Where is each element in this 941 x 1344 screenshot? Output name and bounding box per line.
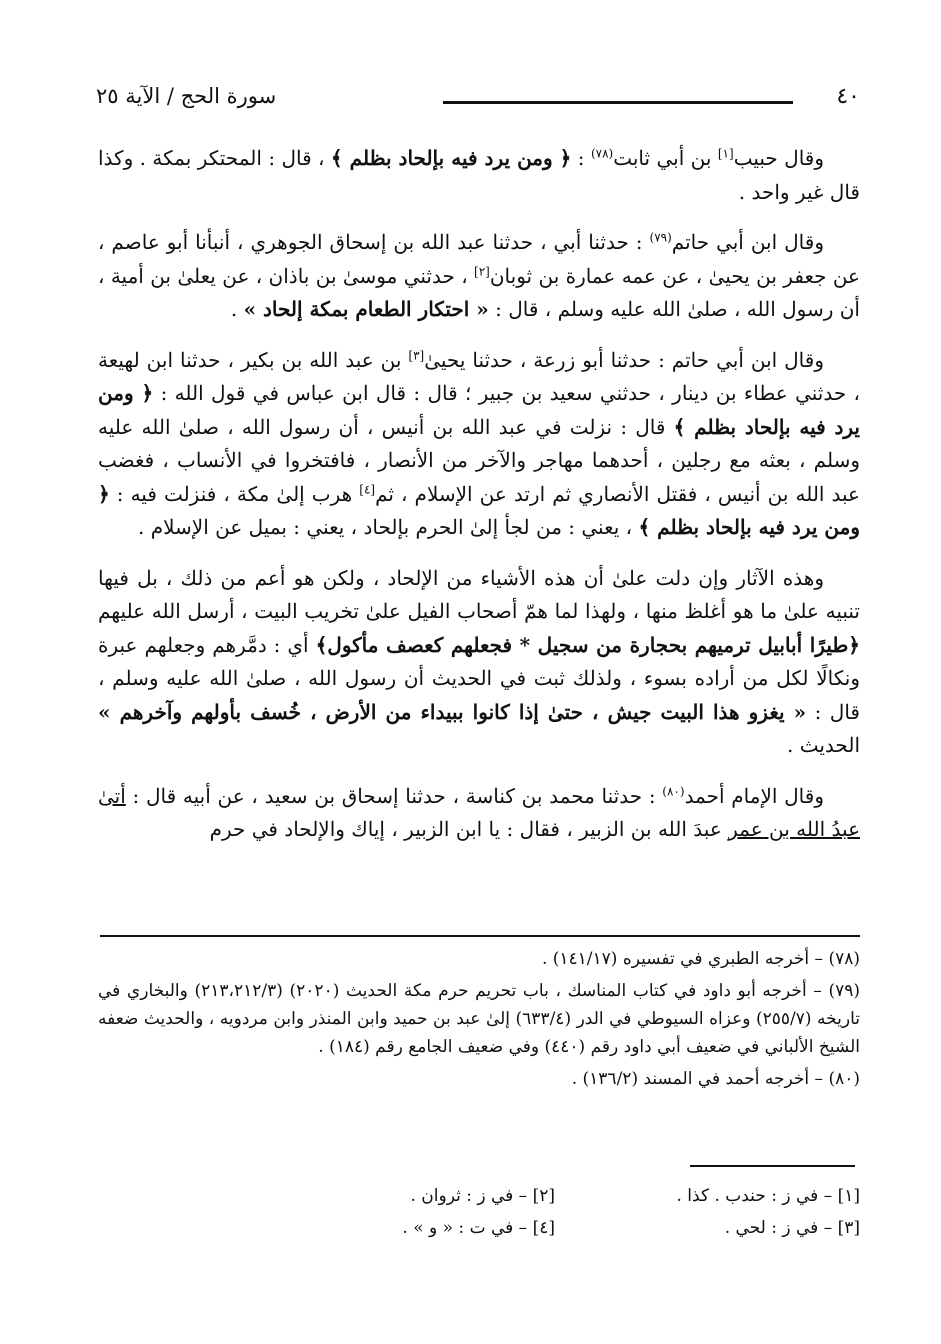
- text: .: [230, 297, 244, 321]
- paragraph-commentary: [98, 562, 860, 763]
- text: هرب إلىٰ مكة ، فنزلت فيه :: [109, 481, 360, 506]
- text: :: [571, 146, 591, 170]
- paragraph-ibn-abi-hatim-1: [98, 226, 860, 327]
- variant-ref: [٤]: [359, 481, 376, 496]
- text: الحديث .: [787, 733, 860, 757]
- underlined-text: أتىٰ عبدُ الله بن عمر: [98, 783, 860, 841]
- text: قال : نزلت في عبد الله بن أنيس ، أن رسول الله ، صلىٰ الله عليه وسلم ، بعثه مع رجلين ، أحدهما مهاجر والآخر من الأنصار ، فافتخروا في الأنساب ، فغضب عبد الله بن أنيس ، فقتل الأنصاري ثم ارتد عن الإسلام ، ثم: [98, 414, 860, 506]
- hadith-quote: « يغزو هذا البيت جيش ، حتىٰ إذا كانوا ببيداء من الأرض ، خُسف بأولهم وآخرهم »: [98, 699, 807, 724]
- text: عبدَ الله بن الزبير ، فقال : يا ابن الزبير ، إياك والإلحاد في حرم: [209, 817, 729, 841]
- footnote-80: (٨٠) – أخرجه أحمد في المسند (١٣٦/٢) .: [571, 1069, 860, 1089]
- quran-quote: ﴿ ومن يرد فيه بإلحاد بظلم ﴾: [98, 381, 861, 439]
- variant-note-2: [٢] – في ز : ثروان .: [410, 1186, 555, 1206]
- text: وقال ابن أبي حاتم : حدثنا أبو زرعة ، حدثنا يحيىٰ: [424, 347, 824, 372]
- text: بن عبد الله بن بكير ، حدثنا ابن لهيعة ، حدثني عطاء بن دينار ، حدثني سعيد بن جبير ؛ قال : قال ابن عباس في قول الله :: [98, 347, 860, 405]
- footnote-ref: (٨٠): [662, 783, 685, 798]
- header-rule: [443, 101, 793, 104]
- quran-quote: ﴿ ومن يرد فيه بإلحاد بظلم ﴾: [330, 146, 572, 170]
- footnote-ref: (٧٩): [649, 230, 672, 245]
- hadith-quote: « احتكار الطعام بمكة إلحاد »: [243, 297, 489, 321]
- variant-note-3: [٣] – في ز : لحي .: [724, 1218, 860, 1238]
- text: وهذه الآثار وإن دلت علىٰ أن هذه الأشياء من الإلحاد ، ولكن هو أعم من ذلك ، بل فيها تنبيه علىٰ ما هو أغلظ منها ، ولهذا لما همّ أصحاب الفيل علىٰ تخريب البيت ، أرسل الله عليهم: [98, 565, 860, 623]
- text: وقال الإمام أحمد: [684, 783, 824, 808]
- text: وقال حبيب: [733, 146, 825, 170]
- text: أي : دمَّرهم وجعلهم عبرة ونكالًا لكل من أراده بسوء ، ولذلك ثبت في الحديث أن رسول الله ، صلىٰ الله عليه وسلم ، قال :: [98, 632, 860, 724]
- quran-quote: ﴿طيرًا أبابيل ترميهم بحجارة من سجيل * فجعلهم كعصف مأكول﴾: [315, 632, 860, 657]
- footnote-ref: (٧٨): [590, 146, 614, 161]
- quran-quote: ﴿ ومن يرد فيه بإلحاد بظلم ﴾: [98, 481, 860, 539]
- footnote-79: (٧٩) – أخرجه أبو داود في كتاب المناسك ، باب تحريم حرم مكة الحديث (٢٠٢٠) (٢١٣،٢١٢/٣) والبخاري في تاريخه (٢٥٥/٧) وعزاه السيوطي في الدر (٦٣٣/٤) إلىٰ عبد بن حميد وابن المنذر وابن مردويه ، والحديث ضعفه الشيخ الألباني في ضعيف أبي داود رقم (٤٤٠) وفي ضعيف الجامع رقم (١٨٤) .: [98, 981, 860, 1057]
- footnote-78: (٧٨) – أخرجه الطبري في تفسيره (١٤١/١٧) .: [541, 949, 860, 969]
- text: ، حدثني موسىٰ بن باذان ، عن يعلىٰ بن أمية ، أن رسول الله ، صلىٰ الله عليه وسلم ، قال :: [98, 263, 860, 321]
- text: : حدثنا أبي ، حدثنا عبد الله بن إسحاق الجوهري ، أنبأنا أبو عاصم ، عن جعفر بن يحيىٰ ، عن عمه عمارة بن ثوبان: [98, 230, 860, 288]
- paragraph-habib: [98, 142, 860, 209]
- paragraph-imam-ahmad: [98, 780, 860, 847]
- page-number: ٤٠: [836, 84, 860, 109]
- variant-ref: [٣]: [408, 347, 425, 362]
- text: بن أبي ثابت: [613, 146, 718, 170]
- text: ، قال : المحتكر بمكة . وكذا قال غير واحد .: [98, 146, 860, 204]
- footnote-separator: [100, 935, 860, 937]
- paragraph-ibn-abi-hatim-2: [98, 344, 860, 545]
- variant-note-1: [١] – في ز : حندب . كذا .: [676, 1186, 860, 1206]
- variant-notes-separator: [690, 1165, 855, 1167]
- running-header-title: سورة الحج / الآية ٢٥: [96, 84, 277, 108]
- variant-notes: [250, 1180, 860, 1244]
- variant-ref: [٢]: [474, 263, 490, 278]
- text: وقال ابن أبي حاتم: [671, 230, 824, 254]
- text: : حدثنا محمد بن كناسة ، حدثنا إسحاق بن سعيد ، عن أبيه قال :: [125, 783, 663, 808]
- footnotes: [98, 945, 860, 1097]
- main-text: [98, 142, 860, 847]
- variant-note-4: [٤] – في ت : « و » .: [402, 1218, 555, 1238]
- text: ، يعني : من لجأ إلىٰ الحرم بإلحاد ، يعني : بميل عن الإسلام .: [138, 515, 639, 539]
- variant-ref: [١]: [717, 146, 734, 161]
